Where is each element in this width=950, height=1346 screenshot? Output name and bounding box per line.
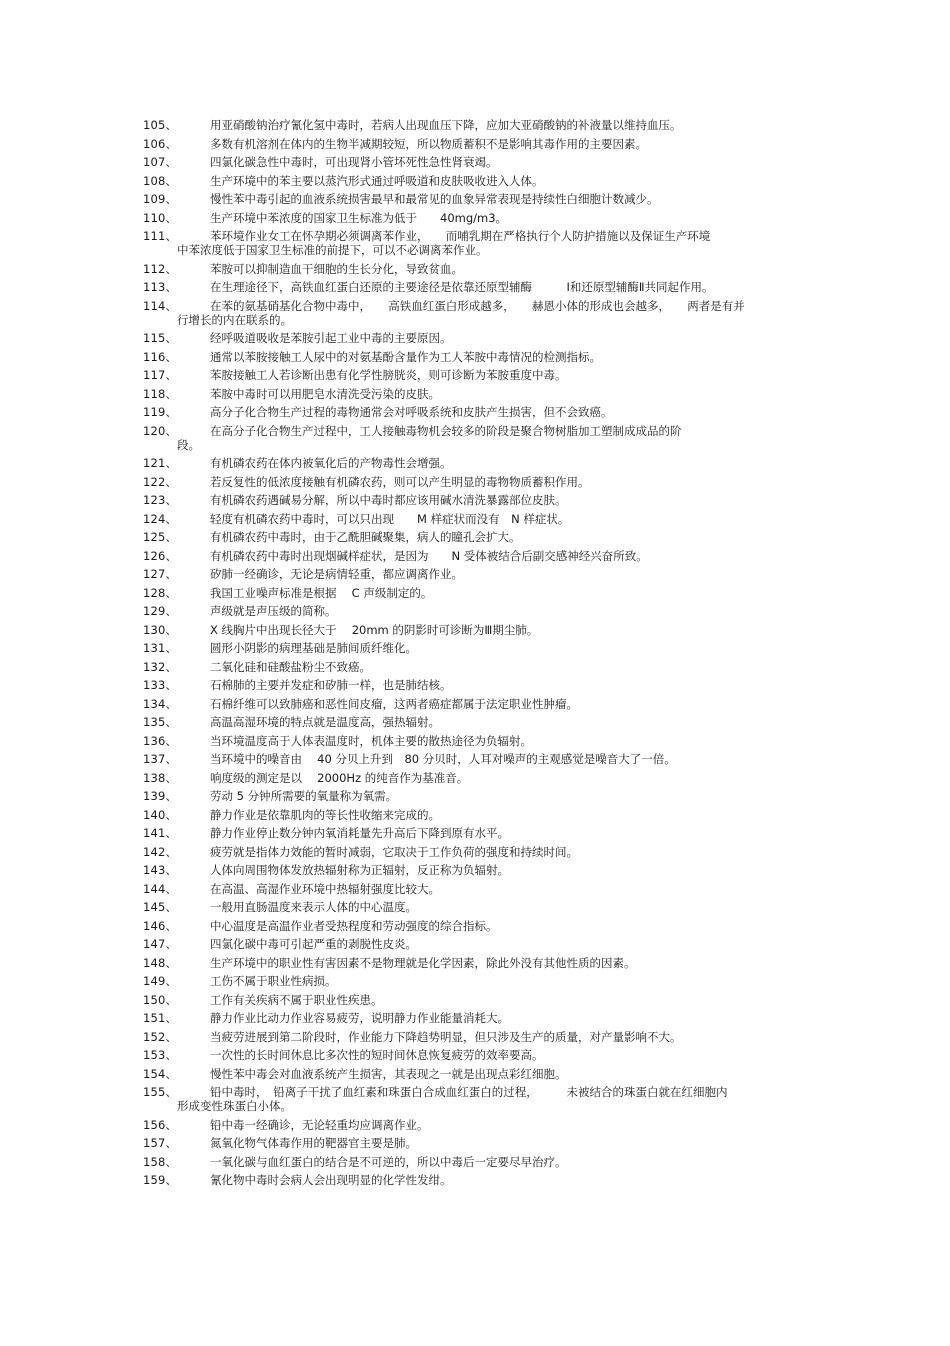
- item-number: 116、: [143, 349, 178, 364]
- item-text: 声级就是声压级的简称。: [210, 604, 337, 618]
- list-item: [143, 641, 803, 655]
- item-text: 静力作业停止数分钟内氧消耗量先升高后下降到原有水平。: [210, 826, 509, 840]
- list-item: [143, 368, 803, 382]
- item-number: 152、: [143, 1029, 178, 1044]
- list-item: [143, 956, 803, 970]
- list-item: [143, 211, 803, 225]
- list-item: [143, 734, 803, 748]
- item-text: 有机磷农药遇碱易分解，所以中毒时都应该用碱水清洗暴露部位皮肤。: [210, 493, 567, 507]
- item-number: 134、: [143, 696, 178, 711]
- item-number: 118、: [143, 386, 178, 401]
- item-number: 144、: [143, 881, 178, 896]
- item-text: 当环境中的噪音由 40 分贝上升到 80 分贝时，人耳对噪声的主观感觉是噪音大了一倍。: [210, 752, 676, 766]
- list-item: [143, 919, 803, 933]
- list-item: [143, 567, 803, 581]
- item-text: 响度级的测定是以 2000Hz 的纯音作为基准音。: [210, 770, 469, 785]
- list-item: [143, 512, 803, 526]
- item-text: 在高温、高湿作业环境中热辐射强度比较大。: [210, 881, 440, 896]
- list-item: [143, 1155, 803, 1169]
- item-number: 138、: [143, 770, 178, 785]
- item-text: 我国工业噪声标准是根据 C 声级制定的。: [210, 585, 433, 600]
- item-text: 生产环境中的苯主要以蒸汽形式通过呼吸道和皮肤吸收进入人体。: [210, 173, 544, 188]
- list-item: [143, 174, 803, 188]
- item-number: 139、: [143, 789, 178, 803]
- list-item: [143, 424, 803, 452]
- list-item: [143, 262, 803, 276]
- list-item: [143, 1173, 803, 1187]
- item-text: X 线胸片中出现长径大于 20mm 的阴影时可诊断为Ⅲ期尘肺。: [210, 622, 539, 637]
- list-item: [143, 1048, 803, 1062]
- item-text: 铅中毒一经确诊，无论轻重均应调离作业。: [210, 1117, 429, 1132]
- item-text: 多数有机溶剂在体内的生物半减期较短，所以物质蓄积不是影响其毒作用的主要因素。: [210, 136, 647, 151]
- item-number: 106、: [143, 136, 178, 151]
- item-text: 在高分子化合物生产过程中，工人接触毒物机会较多的阶段是聚合物树脂加工塑制成成品的阶: [210, 423, 682, 438]
- list-item: [143, 493, 803, 507]
- item-text: 苯胺可以抑制造血干细胞的生长分化，导致贫血。: [210, 261, 463, 276]
- item-text: 苯胺接触工人若诊断出患有化学性膀胱炎，则可诊断为苯胺重度中毒。: [210, 368, 567, 382]
- item-text: 工作有关疾病不属于职业性疾患。: [210, 992, 383, 1007]
- item-number: 125、: [143, 530, 178, 544]
- item-text: 高温高湿环境的特点就是温度高，强热辐射。: [210, 715, 440, 729]
- list-item: [143, 1011, 803, 1025]
- item-number: 145、: [143, 900, 178, 914]
- item-number: 159、: [143, 1173, 178, 1187]
- list-item: [143, 530, 803, 544]
- list-item: [143, 549, 803, 563]
- item-number: 130、: [143, 622, 178, 637]
- item-text: 慢性苯中毒引起的血液系统损害最早和最常见的血象异常表现是持续性白细胞计数减少。: [210, 192, 659, 206]
- list-item: [143, 660, 803, 674]
- item-text: 苯胺中毒时可以用肥皂水清洗受污染的皮肤。: [210, 386, 440, 401]
- item-text: 苯环境作业女工在怀孕期必须调离苯作业， 而哺乳期在严格执行个人防护措施以及保证生产环境: [210, 229, 711, 243]
- list-item: [143, 697, 803, 711]
- item-number: 115、: [143, 331, 178, 345]
- item-text-continuation: 行增长的内在联系的。: [177, 312, 292, 327]
- item-text: 四氯化碳中毒可引起严重的剥脱性皮炎。: [210, 937, 417, 951]
- item-number: 129、: [143, 604, 178, 618]
- list-item: [143, 118, 803, 132]
- list-item: [143, 229, 803, 257]
- list-item: [143, 280, 803, 294]
- item-number: 140、: [143, 807, 178, 822]
- list-item: [143, 192, 803, 206]
- list-item: [143, 1085, 803, 1113]
- item-text-continuation: 段。: [177, 437, 200, 452]
- item-number: 114、: [143, 298, 178, 313]
- item-number: 128、: [143, 585, 178, 600]
- list-item: [143, 456, 803, 470]
- item-text: 在生理途径下，高铁血红蛋白还原的主要途径是依靠还原型辅酶 Ⅰ和还原型辅酶Ⅱ共同起作用。: [210, 280, 714, 294]
- list-item: [143, 678, 803, 692]
- item-text: 有机磷农药中毒时出现烟碱样症状，是因为 N 受体被结合后副交感神经兴奋所致。: [210, 548, 648, 563]
- item-text: 生产环境中的职业性有害因素不是物理就是化学因素，除此外没有其他性质的因素。: [210, 955, 636, 970]
- item-text: 氮氧化物气体毒作用的靶器官主要是肺。: [210, 1136, 417, 1150]
- item-number: 113、: [143, 280, 178, 294]
- item-number: 158、: [143, 1154, 178, 1169]
- item-number: 117、: [143, 368, 178, 382]
- item-number: 143、: [143, 863, 178, 877]
- item-number: 149、: [143, 974, 178, 988]
- item-number: 108、: [143, 173, 178, 188]
- item-number: 136、: [143, 733, 178, 748]
- item-number: 111、: [143, 229, 178, 243]
- item-text-continuation: 形成变性珠蛋白小体。: [177, 1099, 292, 1113]
- list-item: [143, 771, 803, 785]
- list-item: [143, 974, 803, 988]
- item-text: 中心温度是高温作业者受热程度和劳动强度的综合指标。: [210, 918, 498, 933]
- item-number: 150、: [143, 992, 178, 1007]
- item-number: 148、: [143, 955, 178, 970]
- list-item: [143, 475, 803, 489]
- item-number: 131、: [143, 641, 178, 655]
- list-item: [143, 604, 803, 618]
- list-item: [143, 715, 803, 729]
- list-item: [143, 1030, 803, 1044]
- item-number: 120、: [143, 423, 178, 438]
- item-text: 二氧化硅和硅酸盐粉尘不致癌。: [210, 659, 371, 674]
- item-text: 一次性的长时间休息比多次性的短时间休息恢复疲劳的效率要高。: [210, 1048, 544, 1062]
- list-item: [143, 808, 803, 822]
- item-text: 当疲劳进展到第二阶段时，作业能力下降趋势明显，但只涉及生产的质量，对产量影响不大。: [210, 1029, 682, 1044]
- list-item: [143, 331, 803, 345]
- item-text: 若反复性的低浓度接触有机磷农药，则可以产生明显的毒物物质蓄积作用。: [210, 474, 590, 489]
- item-number: 127、: [143, 567, 178, 581]
- item-number: 154、: [143, 1066, 178, 1081]
- list-item: [143, 752, 803, 766]
- item-number: 110、: [143, 210, 178, 225]
- item-number: 141、: [143, 826, 178, 840]
- list-item: [143, 1067, 803, 1081]
- item-number: 146、: [143, 918, 178, 933]
- item-text: 一般用直肠温度来表示人体的中心温度。: [210, 900, 417, 914]
- item-text: 静力作业比动力作业容易疲劳，说明静力作业能量消耗大。: [210, 1011, 509, 1025]
- list-item: [143, 299, 803, 327]
- item-number: 156、: [143, 1117, 178, 1132]
- item-text-continuation: 中苯浓度低于国家卫生标准的前提下，可以不必调离苯作业。: [177, 243, 488, 257]
- item-text: 氰化物中毒时会病人会出现明显的化学性发绀。: [210, 1173, 452, 1187]
- item-number: 155、: [143, 1085, 178, 1099]
- list-item: [143, 863, 803, 877]
- item-text: 轻度有机磷农药中毒时，可以只出现 M 样症状而没有 N 样症状。: [210, 511, 570, 526]
- item-number: 147、: [143, 937, 178, 951]
- item-text: 有机磷农药在体内被氧化后的产物毒性会增强。: [210, 456, 452, 470]
- item-number: 132、: [143, 659, 178, 674]
- item-text: 用亚硝酸钠治疗氰化氢中毒时，若病人出现血压下降，应加大亚硝酸钠的补液量以维持血压。: [210, 118, 682, 132]
- item-text: 经呼吸道吸收是苯胺引起工业中毒的主要原因。: [210, 331, 452, 345]
- item-text: 生产环境中苯浓度的国家卫生标准为低于 40mg/m3。: [210, 210, 508, 225]
- item-number: 153、: [143, 1048, 178, 1062]
- item-text: 有机磷农药中毒时，由于乙酰胆碱聚集，病人的瞳孔会扩大。: [210, 530, 521, 544]
- item-number: 135、: [143, 715, 178, 729]
- item-number: 122、: [143, 474, 178, 489]
- item-text: 石棉纤维可以致肺癌和恶性间皮瘤，这两者癌症都属于法定职业性肿瘤。: [210, 696, 578, 711]
- list-item: [143, 900, 803, 914]
- item-text: 慢性苯中毒会对血液系统产生损害，其表现之一就是出现点彩红细胞。: [210, 1066, 567, 1081]
- item-number: 105、: [143, 118, 178, 132]
- item-number: 151、: [143, 1011, 178, 1025]
- list-item: [143, 350, 803, 364]
- item-text: 铅中毒时， 铅离子干扰了血红素和珠蛋白合成血红蛋白的过程， 未被结合的珠蛋白就在红细胞内: [210, 1085, 728, 1099]
- item-text: 在苯的氨基硝基化合物中毒中， 高铁血红蛋白形成越多， 赫恩小体的形成也会越多， 两者是有并: [210, 298, 745, 313]
- item-text: 石棉肺的主要并发症和矽肺一样，也是肺结核。: [210, 678, 452, 692]
- item-number: 119、: [143, 405, 178, 419]
- item-number: 121、: [143, 456, 178, 470]
- item-number: 126、: [143, 548, 178, 563]
- list-item: [143, 937, 803, 951]
- item-text: 矽肺一经确诊，无论是病情轻重，都应调离作业。: [210, 567, 463, 581]
- item-number: 142、: [143, 844, 178, 859]
- item-text: 通常以苯胺接触工人尿中的对氨基酚含量作为工人苯胺中毒情况的检测指标。: [210, 349, 601, 364]
- list-item: [143, 1136, 803, 1150]
- list-item: [143, 789, 803, 803]
- item-text: 圆形小阴影的病理基础是肺间质纤维化。: [210, 641, 417, 655]
- list-item: [143, 387, 803, 401]
- list-item: [143, 137, 803, 151]
- item-number: 137、: [143, 752, 178, 766]
- list-item: [143, 1118, 803, 1132]
- item-text: 高分子化合物生产过程的毒物通常会对呼吸系统和皮肤产生损害，但不会致癌。: [210, 405, 613, 419]
- list-item: [143, 993, 803, 1007]
- item-text: 四氯化碳急性中毒时，可出现肾小管坏死性急性肾衰竭。: [210, 155, 498, 169]
- list-item: [143, 845, 803, 859]
- list-item: [143, 882, 803, 896]
- item-text: 疲劳就是指体力效能的暂时减弱，它取决于工作负荷的强度和持续时间。: [210, 844, 578, 859]
- list-item: [143, 155, 803, 169]
- item-text: 工伤不属于职业性病损。: [210, 974, 337, 988]
- item-text: 劳动 5 分钟所需要的氧量称为氧需。: [210, 789, 398, 803]
- list-item: [143, 405, 803, 419]
- list-item: [143, 586, 803, 600]
- item-number: 112、: [143, 261, 178, 276]
- list-item: [143, 623, 803, 637]
- item-number: 109、: [143, 192, 178, 206]
- item-number: 107、: [143, 155, 178, 169]
- item-number: 133、: [143, 678, 178, 692]
- item-text: 一氧化碳与血红蛋白的结合是不可逆的，所以中毒后一定要尽早治疗。: [210, 1154, 567, 1169]
- statement-list: [143, 118, 803, 1192]
- list-item: [143, 826, 803, 840]
- item-text: 当环境温度高于人体表温度时，机体主要的散热途径为负辐射。: [210, 733, 532, 748]
- item-number: 124、: [143, 511, 178, 526]
- item-number: 123、: [143, 493, 178, 507]
- item-text: 人体向周围物体发放热辐射称为正辐射，反正称为负辐射。: [210, 863, 509, 877]
- item-number: 157、: [143, 1136, 178, 1150]
- item-text: 静力作业是依靠肌肉的等长性收缩来完成的。: [210, 807, 440, 822]
